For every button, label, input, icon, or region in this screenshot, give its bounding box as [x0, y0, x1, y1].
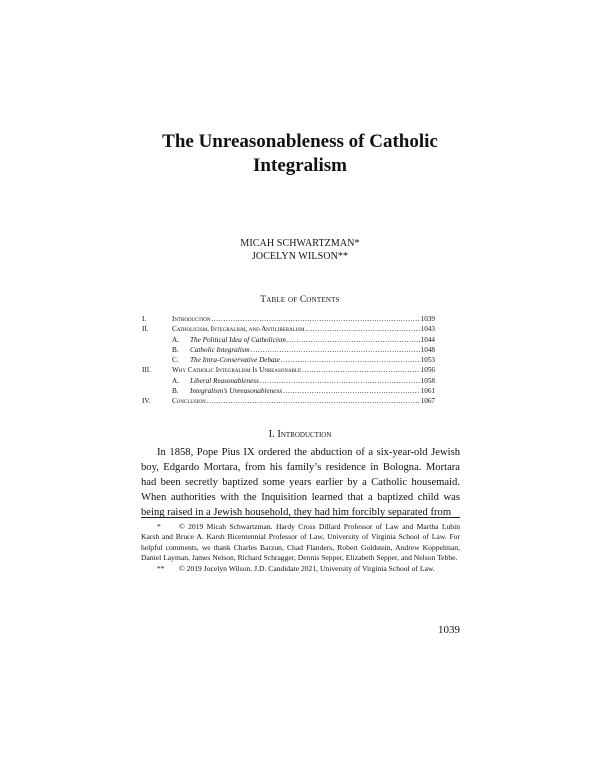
toc-subentry[interactable]: B. Catholic Integralism ..... 1048: [142, 345, 435, 355]
toc-entry[interactable]: III. Why Catholic Integralism Is Unreasonable ..... 1056: [142, 365, 435, 375]
toc-subentry[interactable]: B. Integralism’s Unreasonableness ..... 1061: [142, 386, 435, 396]
footnote-mark: **: [157, 563, 165, 573]
toc-subentry[interactable]: C. The Intra-Conservative Debate ..... 1053: [142, 355, 435, 365]
toc-subentry[interactable]: A. The Political Idea of Catholicism ..... 1044: [142, 335, 435, 345]
footnote-text: © 2019 Micah Schwartzman. Hardy Cross Dillard Professor of Law and Martha Lubin Karsh and Bruce A. Karsh Bicentennial Professor of Law, University of Virginia School of Law. For helpful comments, we thank Charles Barzun, Chad Flanders, Robert Goldstein, Andrew Koppelman, Daniel Layman, James Nelson, Richard Schragger, Dennis Sepper, Elizabeth Sepper, and Nelson Tebbe.: [141, 522, 460, 563]
footnote-mark: *: [157, 522, 161, 531]
table-of-contents: [142, 314, 435, 407]
section-heading: I. Introduction: [268, 429, 332, 440]
article-title: [0, 130, 600, 178]
footnote: [141, 564, 460, 574]
author-2: JOCELYN WILSON**: [251, 251, 349, 262]
footnotes: [141, 522, 460, 574]
toc-entry[interactable]: I. Introduction ..... 1039: [142, 314, 435, 324]
page-number: 1039: [438, 624, 460, 636]
toc-heading: Table of Contents: [260, 295, 340, 305]
toc-entry[interactable]: II. Catholicism, Integralism, and Antiliberalism ..... 1043: [142, 324, 435, 334]
toc-subentry[interactable]: A. Liberal Reasonableness ..... 1058: [142, 376, 435, 386]
toc-entry[interactable]: IV. Conclusion ..... 1067: [142, 396, 435, 406]
footnote-text: © 2019 Jocelyn Wilson. J.D. Candidate 2021, University of Virginia School of Law.: [179, 563, 435, 573]
body-paragraph: In 1858, Pope Pius IX ordered the abduction of a six-year-old Jewish boy, Edgardo Mortara, from his family’s residence in Bologna. Mortara had been secretly baptized some years earlier by a Catholic housemaid. When authorities with the Inquisition learned that a baptized child was being raised in a Jewish household, they had him forcibly separated from: [141, 447, 460, 518]
author-list: [0, 237, 600, 263]
body-text: [141, 445, 460, 520]
footnote: [141, 522, 460, 564]
author-1: MICAH SCHWARTZMAN*: [240, 238, 360, 249]
title-line-1: The Unreasonableness of Catholic: [162, 131, 438, 152]
footnote-divider: [141, 517, 460, 518]
title-line-2: Integralism: [253, 155, 347, 176]
